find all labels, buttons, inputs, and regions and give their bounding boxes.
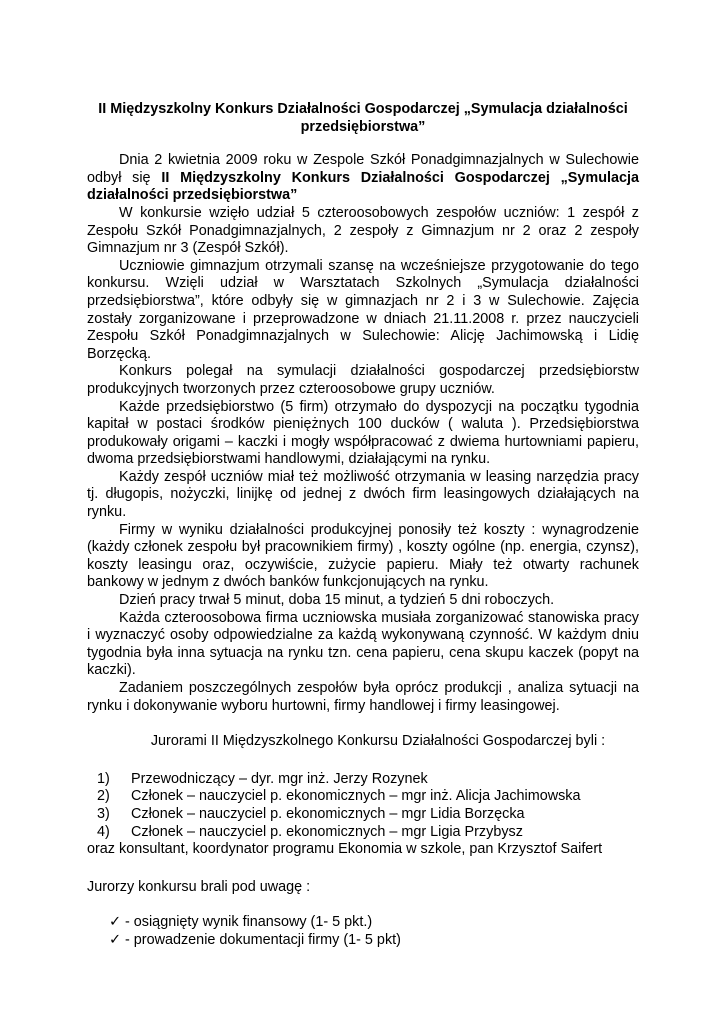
paragraph: Każde przedsiębiorstwo (5 firm) otrzymało do dyspozycji na początku tygodnia kapitał w postaci środków pieniężnych 100 ducków ( waluta ). Przedsiębiorstwa produkowały origami – kaczki i mogły współpracować z dwiema hurtowniami papieru, dwoma przedsiębiorstwami handlowymi, działającymi na rynku.	[87, 398, 639, 468]
paragraph: Każdy zespół uczniów miał też możliwość otrzymania w leasing narzędzia pracy tj. długopis, nożyczki, linijkę od jednej z dwóch firm leasingowych działających na rynku.	[87, 468, 639, 521]
paragraph: Każda czteroosobowa firma uczniowska musiała zorganizować stanowiska pracy i wyznaczyć osoby odpowiedzialne za każdą wykonywaną czynność. W każdym dniu tygodnia była inna sytuacja na rynku tzn. cena papieru, cena skupu kaczek (popyt na kaczki).	[87, 609, 639, 679]
jury-number: 3)	[97, 805, 110, 822]
jury-member	[87, 824, 639, 842]
document-page	[87, 101, 639, 950]
jury-text: Przewodniczący – dyr. mgr inż. Jerzy Rozynek	[131, 770, 428, 787]
jury-member	[87, 788, 639, 806]
criteria-text: - prowadzenie dokumentacji firmy (1- 5 pkt)	[125, 931, 401, 948]
jury-text: Członek – nauczyciel p. ekonomicznych – mgr inż. Alicja Jachimowska	[131, 788, 581, 805]
jury-consultant: oraz konsultant, koordynator programu Ekonomia w szkole, pan Krzysztof Saifert	[87, 841, 603, 858]
criteria-item	[87, 932, 639, 950]
criteria-text: - osiągnięty wynik finansowy (1- 5 pkt.)	[125, 914, 373, 931]
checkmark-icon: ✓	[109, 931, 122, 948]
jury-number: 4)	[97, 823, 110, 840]
jury-list	[87, 771, 639, 841]
jury-member	[87, 806, 639, 824]
criteria-list	[87, 914, 639, 949]
jury-text: Członek – nauczyciel p. ekonomicznych – mgr Lidia Borzęcka	[131, 805, 525, 822]
criteria-item	[87, 914, 639, 932]
paragraph: W konkursie wzięło udział 5 czteroosobowych zespołów uczniów: 1 zespół z Zespołu Szkół Ponadgimnazjalnych, 2 zespoły z Gimnazjum nr 2 oraz 2 zespoły Gimnazjum nr 3 (Zespół Szkół).	[87, 204, 639, 257]
intro-bold-title: II Międzyszkolny Konkurs Działalności Gospodarczej „Symulacja działalności przedsiębiorstwa”	[87, 169, 639, 204]
checkmark-icon: ✓	[109, 914, 122, 931]
document-title: II Międzyszkolny Konkurs Działalności Gospodarczej „Symulacja działalności przedsiębiorstwa”	[98, 101, 628, 135]
intro-paragraph	[87, 152, 639, 205]
paragraph: Firmy w wyniku działalności produkcyjnej ponosiły też koszty : wynagrodzenie (każdy członek zespołu był pracownikiem firmy) , koszty ogólne (np. energia, czynsz), koszty leasingu oraz, oczywiście, zużycie papieru. Miały też otwarty rachunek bankowy w jednym z dwóch banków funkcjonujących na rynku.	[87, 521, 639, 591]
jury-intro: Jurorami II Międzyszkolnego Konkursu Działalności Gospodarczej byli :	[150, 733, 606, 750]
criteria-intro: Jurorzy konkursu brali pod uwagę :	[87, 878, 311, 895]
jury-number: 1)	[97, 770, 110, 787]
jury-text: Członek – nauczyciel p. ekonomicznych – mgr Ligia Przybysz	[131, 823, 523, 840]
jury-member	[87, 771, 639, 789]
paragraph: Konkurs polegał na symulacji działalności gospodarczej przedsiębiorstw produkcyjnych tworzonych przez czteroosobowe grupy uczniów.	[87, 363, 639, 397]
paragraph: Dzień pracy trwał 5 minut, doba 15 minut, a tydzień 5 dni roboczych.	[119, 592, 555, 609]
jury-number: 2)	[97, 788, 110, 805]
paragraph: Uczniowie gimnazjum otrzymali szansę na wcześniejsze przygotowanie do tego konkursu. Wzięli udział w Warsztatach Szkolnych „Symulacja działalności przedsiębiorstwa”, które odbyły się w gimnazjach nr 2 i 3 w Sulechowie. Zajęcia zostały zorganizowane i przeprowadzone w dniach 21.11.2008 r. przez nauczycieli Zespołu Szkół Ponadgimnazjalnych w Sulechowie: Alicję Jachimowską i Lidię Borzęcką.	[87, 257, 639, 362]
intro-text: Dnia 2 kwietnia 2009 roku w Zespole Szkół Ponadgimnazjalnych w Sulechowie odbył się	[87, 152, 639, 186]
paragraph: Zadaniem poszczególnych zespołów była oprócz produkcji , analiza sytuacji na rynku i dokonywanie wyboru hurtowni, firmy handlowej i firmy leasingowej.	[87, 680, 639, 714]
